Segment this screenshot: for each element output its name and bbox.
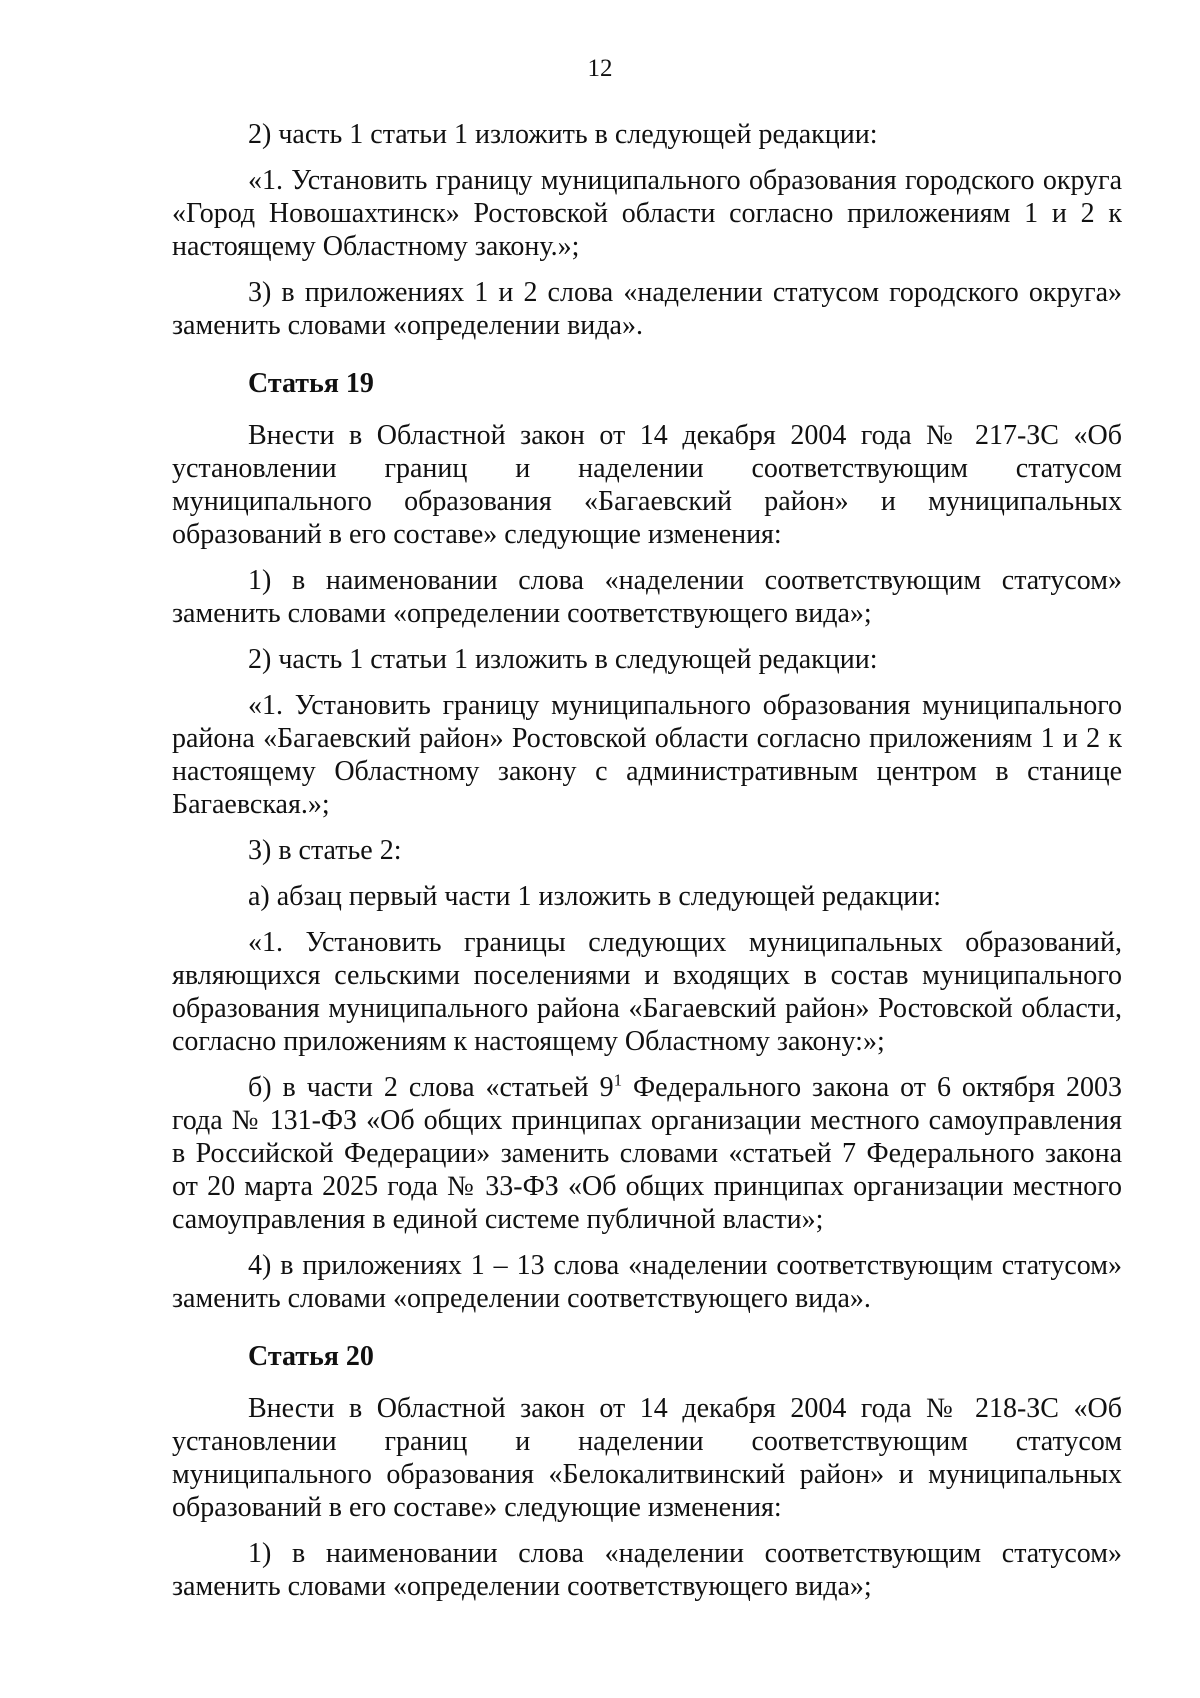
article-20-heading: Статья 20 bbox=[248, 1341, 374, 1372]
paragraph-amend-part1-art1: 2) часть 1 статьи 1 изложить в следующей редакции: bbox=[248, 119, 878, 150]
article-19-heading: Статья 19 bbox=[248, 368, 374, 399]
paragraph-article-19-quote-settlements: «1. Установить границы следующих муниципальных образований, являющихся сельскими поселениями и входящих в состав муниципального образования муниципального района «Багаевский район» Ростовской области, согласно приложениям к настоящему Областному закону:»; bbox=[172, 927, 1122, 1057]
item3b-text-after: Федерального закона от 6 октября 2003 года № 131-ФЗ «Об общих принципах организации местного самоуправления в Российской Федерации» заменить словами «статьей 7 Федерального закона от 20 марта 2025 года № 33-ФЗ «Об общих принципах организации местного самоуправления в единой системе публичной власти»; bbox=[172, 1072, 1122, 1235]
paragraph-article-19-intro: Внести в Областной закон от 14 декабря 2004 года № 217-ЗС «Об установлении границ и наделении соответствующим статусом муниципального образования «Багаевский район» и муниципальных образований в его составе» следующие изменения: bbox=[172, 420, 1122, 550]
paragraph-article-19-quote-bagaevsky: «1. Установить границу муниципального образования муниципального района «Багаевский район» Ростовской области согласно приложениям 1 и 2 к настоящему Областному закону с административным центром в станице Багаевская.»; bbox=[172, 690, 1122, 820]
paragraph-annex-replace: 3) в приложениях 1 и 2 слова «наделении статусом городского округа» заменить словами «определении вида». bbox=[172, 277, 1122, 341]
paragraph-quote-novoshakhtinsk: «1. Установить границу муниципального образования городского округа «Город Новошахтинск» Ростовской области согласно приложениям 1 и 2 к настоящему Областному закону.»; bbox=[172, 165, 1122, 262]
superscript-one: 1 bbox=[613, 1070, 623, 1090]
paragraph-article-19-item1: 1) в наименовании слова «наделении соответствующим статусом» заменить словами «определении соответствующего вида»; bbox=[172, 565, 1122, 629]
page-number: 12 bbox=[587, 55, 613, 82]
paragraph-article-19-item3a: а) абзац первый части 1 изложить в следующей редакции: bbox=[248, 881, 942, 912]
paragraph-article-19-item3: 3) в статье 2: bbox=[248, 835, 402, 866]
paragraph-article-19-item3b bbox=[172, 1071, 1122, 1236]
paragraph-article-19-item2: 2) часть 1 статьи 1 изложить в следующей редакции: bbox=[248, 644, 878, 675]
paragraph-article-20-item1: 1) в наименовании слова «наделении соответствующим статусом» заменить словами «определении соответствующего вида»; bbox=[172, 1538, 1122, 1602]
paragraph-article-19-item4: 4) в приложениях 1 – 13 слова «наделении соответствующим статусом» заменить словами «определении соответствующего вида». bbox=[172, 1250, 1122, 1314]
document-body bbox=[172, 118, 1122, 1616]
item3b-text-before: б) в части 2 слова «статьей 9 bbox=[248, 1072, 614, 1103]
paragraph-article-20-intro: Внести в Областной закон от 14 декабря 2004 года № 218-ЗС «Об установлении границ и наделении соответствующим статусом муниципального образования «Белокалитвинский район» и муниципальных образований в его составе» следующие изменения: bbox=[172, 1393, 1122, 1523]
